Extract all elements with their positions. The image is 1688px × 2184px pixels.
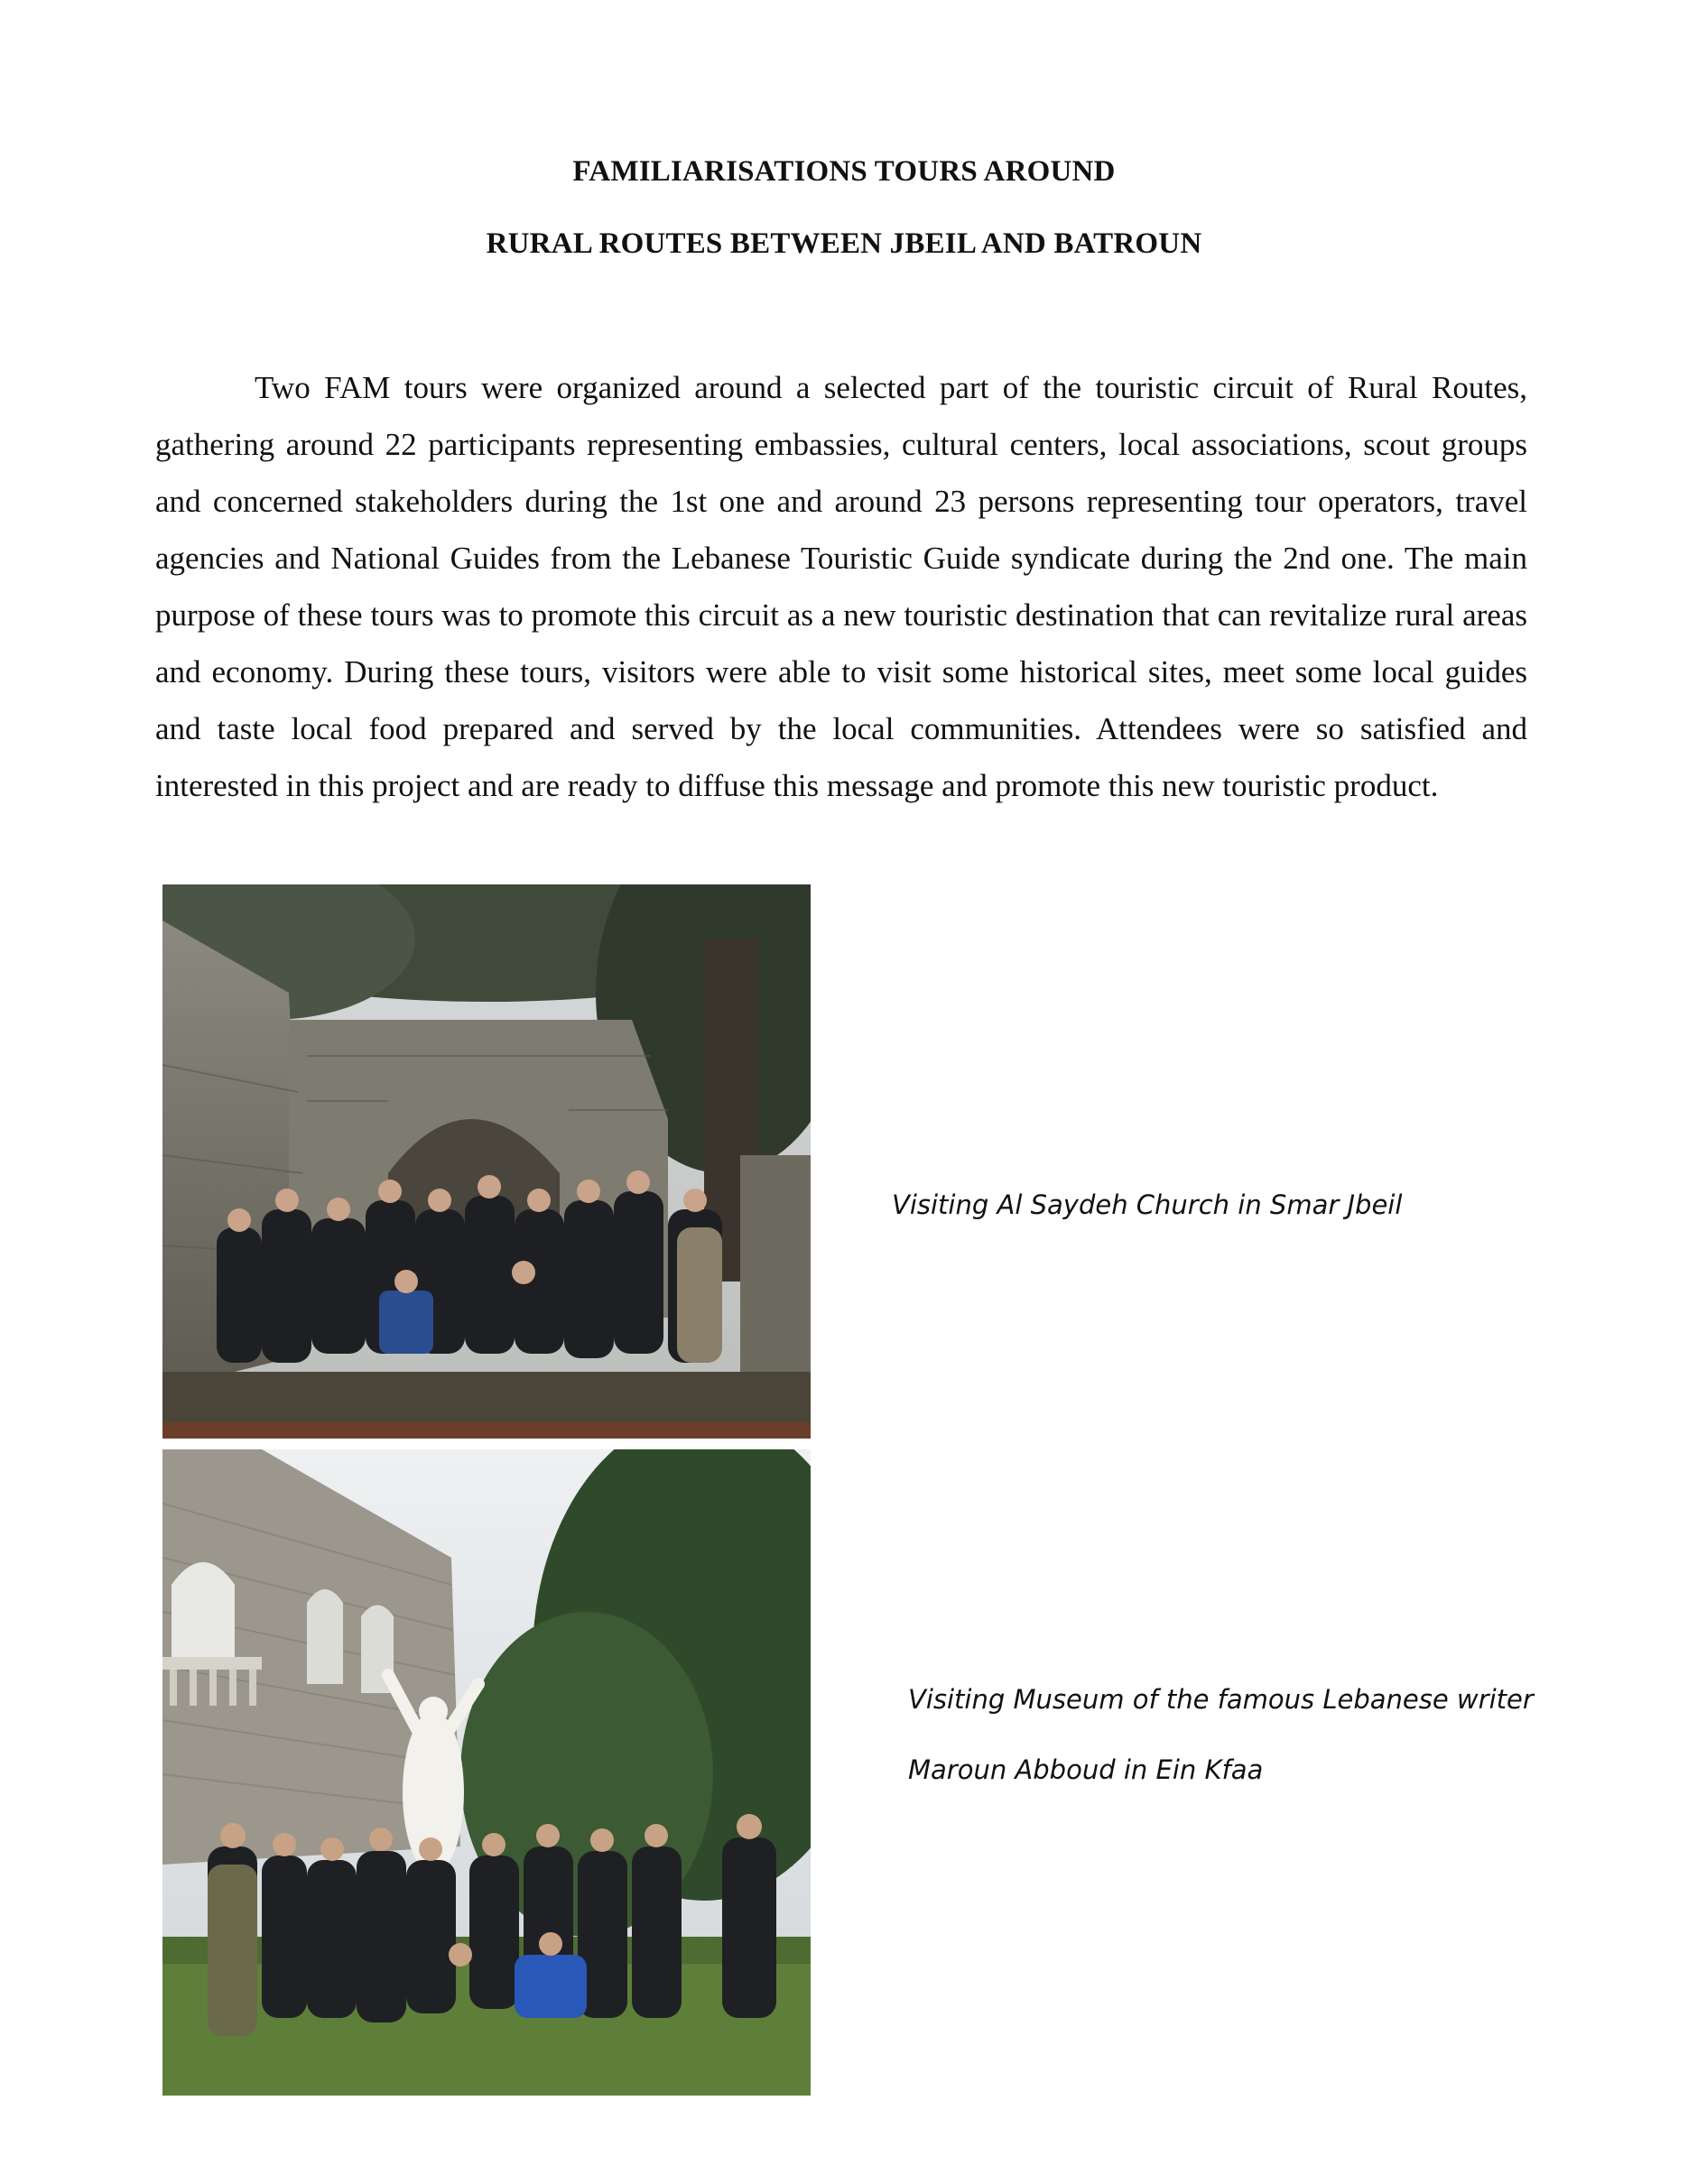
museum-group-photo — [162, 1449, 811, 2096]
document-title-line-2: RURAL ROUTES BETWEEN JBEIL AND BATROUN — [486, 227, 1202, 260]
church-group-photo — [162, 884, 811, 1439]
body-paragraph: Two FAM tours were organized around a selected part of the touristic circuit of Rural Routes, gathering around 22 participants representing embassies, cultural centers, local associations, scout groups and concerned stakeholders during the 1st one and around 23 persons representing tour operators, travel agencies and National Guides from the Lebanese Touristic Guide syndicate during the 2nd one. The main purpose of these tours was to promote this circuit as a new touristic destination that can revitalize rural areas and economy. During these tours, visitors were able to visit some historical sites, meet some local guides and taste local food prepared and served by the local communities. Attendees were so satisfied and interested in this project and are ready to diffuse this message and promote this new touristic product. — [155, 370, 1527, 803]
photo2-caption-line-2: Maroun Abboud in Ein Kfaa — [908, 1754, 1264, 1785]
photo2-caption-line-1: Visiting Museum of the famous Lebanese writer — [908, 1684, 1534, 1715]
document-title-line-1: FAMILIARISATIONS TOURS AROUND — [572, 155, 1116, 188]
photo1-caption: Visiting Al Saydeh Church in Smar Jbeil — [892, 1189, 1403, 1220]
